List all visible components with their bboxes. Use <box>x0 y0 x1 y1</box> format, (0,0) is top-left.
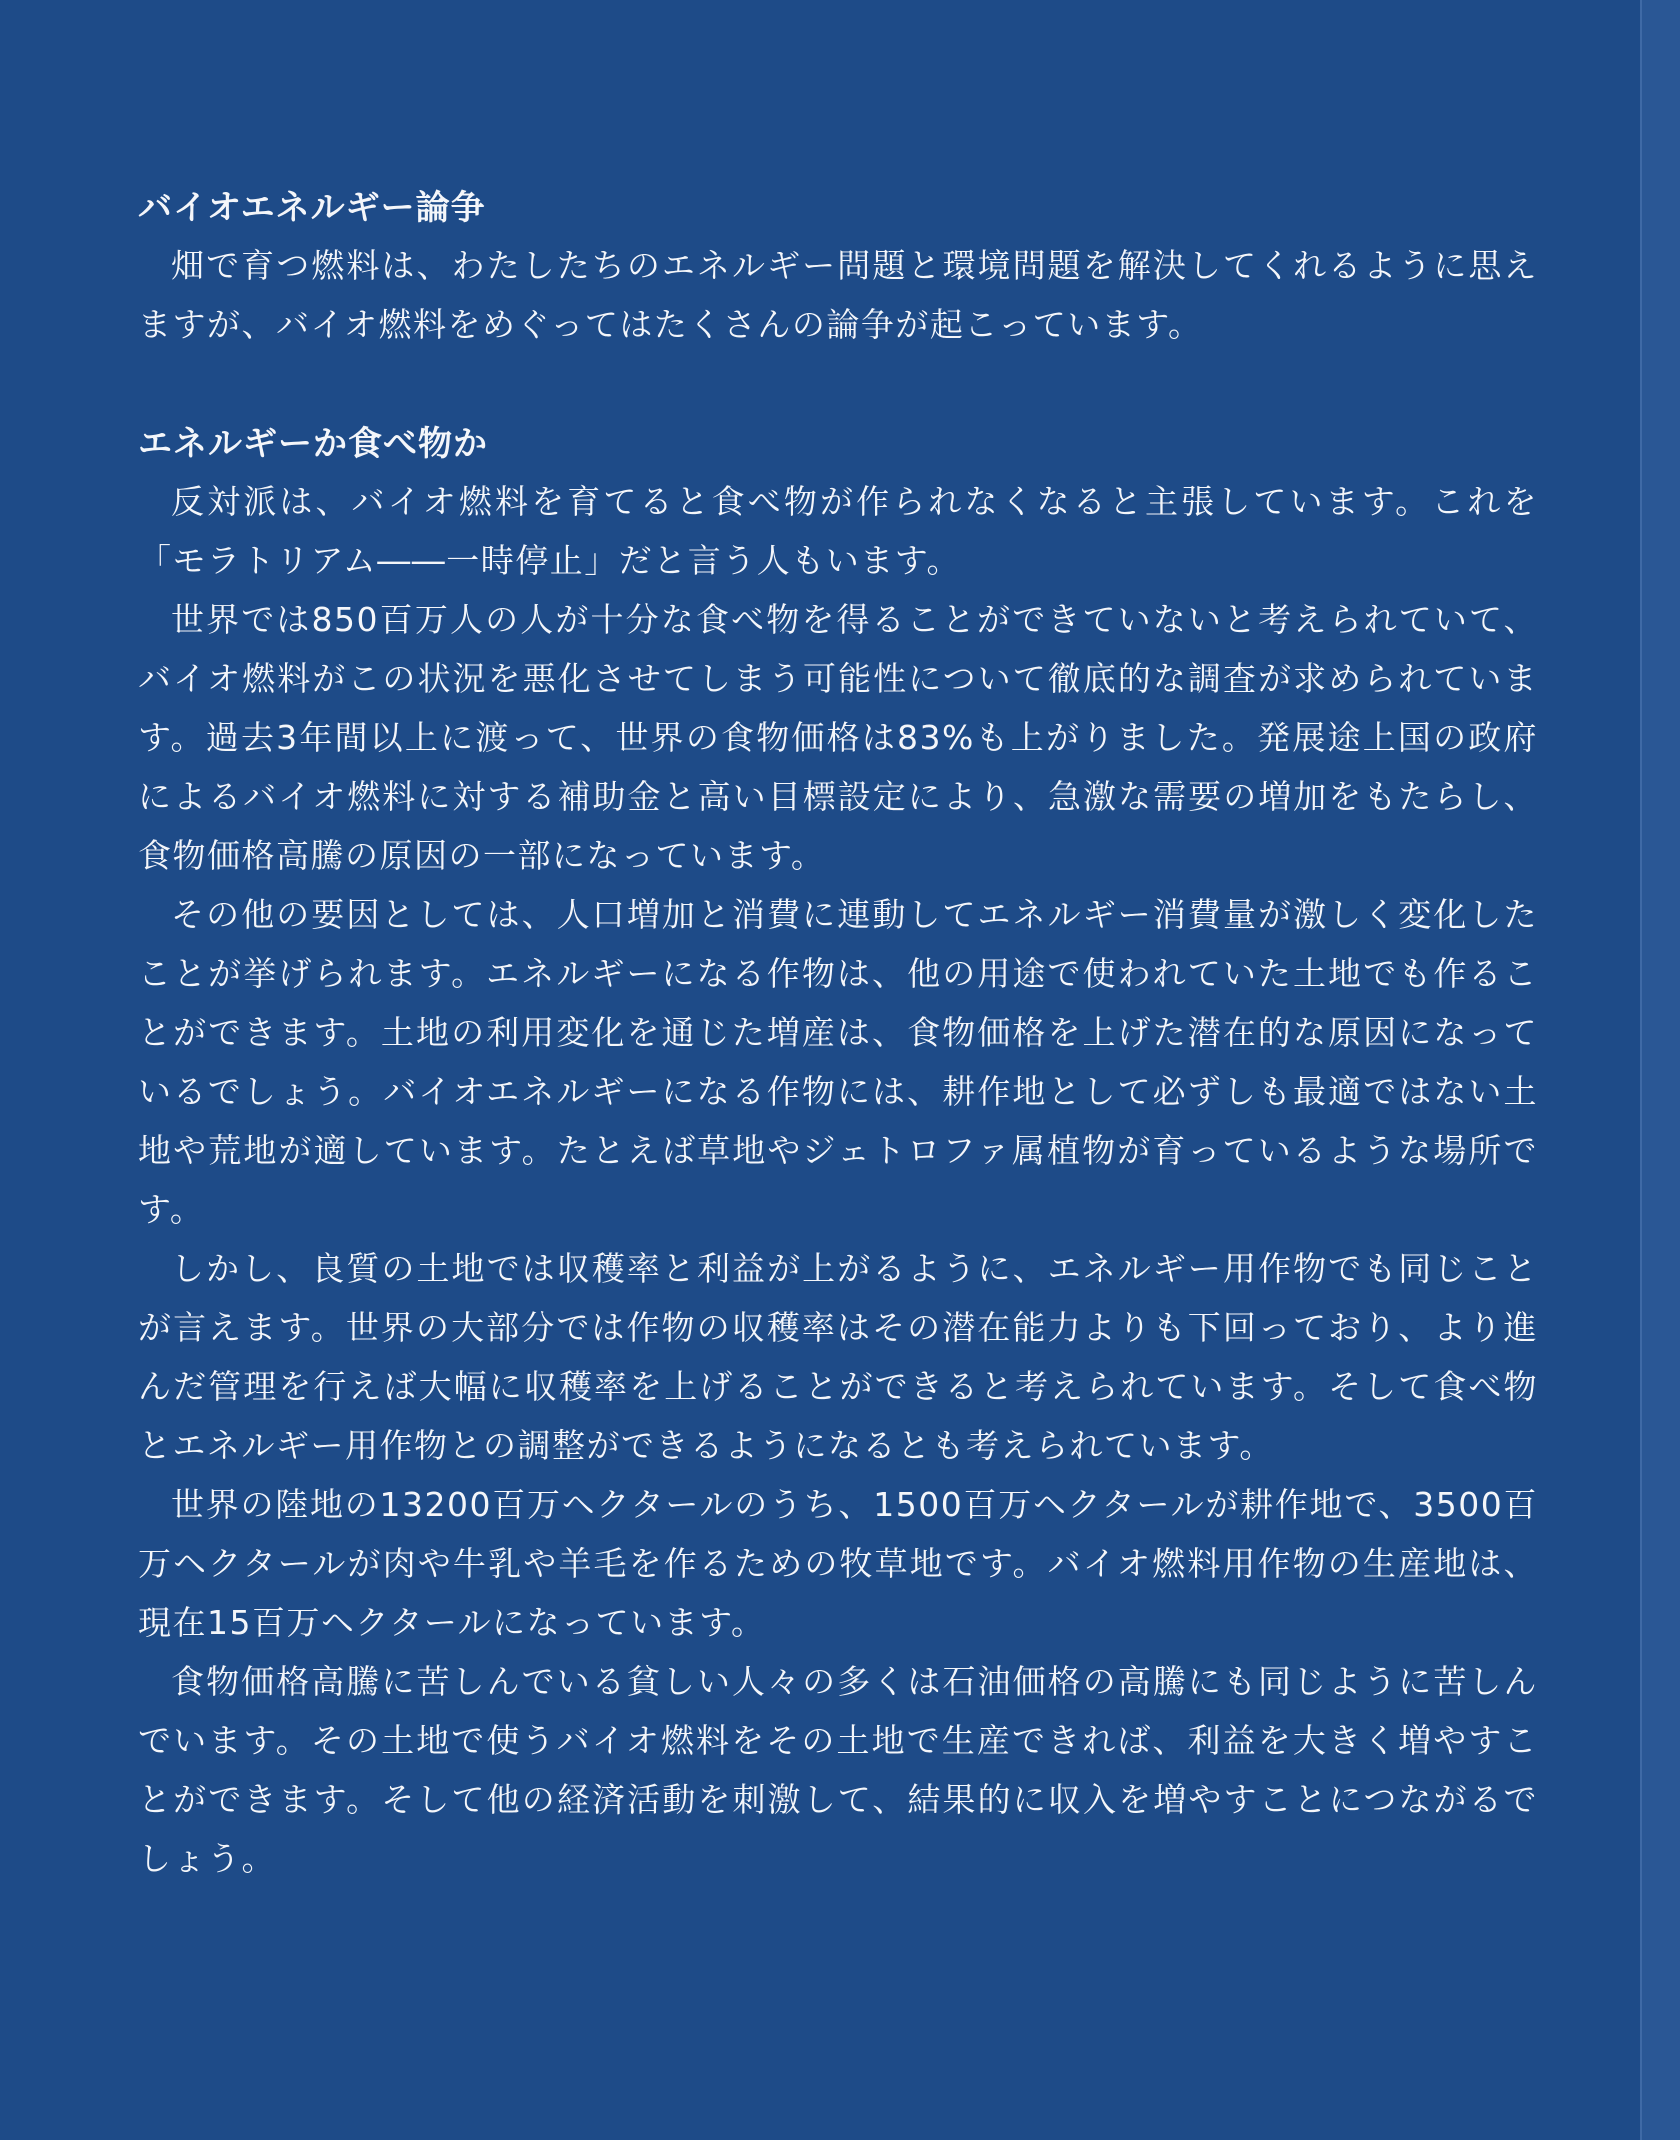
paragraph: その他の要因としては、人口増加と消費に連動してエネルギー消費量が激しく変化したことが挙げられます。エネルギーになる作物は、他の用途で使われていた土地でも作ることができます。土地の利用変化を通じた増産は、食物価格を上げた潜在的な原因になっているでしょう。バイオエネルギーになる作物には、耕作地として必ずしも最適ではない土地や荒地が適しています。たとえば草地やジェトロファ属植物が育っているような場所です。 <box>138 895 1539 1229</box>
paragraph: 世界の陸地の13200百万ヘクタールのうち、1500百万ヘクタールが耕作地で、3500百万ヘクタールが肉や牛乳や羊毛を作るための牧草地です。バイオ燃料用作物の生産地は、現在15百万ヘクタールになっています。 <box>138 1485 1538 1642</box>
section-heading: バイオエネルギー論争 <box>138 188 486 228</box>
paragraph: しかし、良質の土地では収穫率と利益が上がるように、エネルギー用作物でも同じことが言えます。世界の大部分では作物の収穫率はその潜在能力よりも下回っており、より進んだ管理を行えば大幅に収穫率を上げることができると考えられています。そして食べ物とエネルギー用作物との調整ができるようになるとも考えられています。 <box>138 1249 1538 1465</box>
paragraph: 反対派は、バイオ燃料を育てると食べ物が作られなくなると主張しています。これを「モラトリアム――一時停止」だと言う人もいます。 <box>138 482 1538 580</box>
article <box>138 180 1538 1888</box>
section-energy-or-food <box>138 416 1538 1888</box>
paragraph: 食物価格高騰に苦しんでいる貧しい人々の多くは石油価格の高騰にも同じように苦しんでいます。その土地で使うバイオ燃料をその土地で生産できれば、利益を大きく増やすことができます。そして他の経済活動を刺激して、結果的に収入を増やすことにつながるでしょう。 <box>138 1662 1539 1878</box>
section-heading: エネルギーか食べ物か <box>138 424 488 464</box>
page-edge <box>1640 0 1680 2140</box>
section-spacer <box>138 354 1538 416</box>
paragraph: 世界では850百万人の人が十分な食べ物を得ることができていないと考えられていて、バイオ燃料がこの状況を悪化させてしまう可能性について徹底的な調査が求められています。過去3年間以上に渡って、世界の食物価格は83%も上がりました。発展途上国の政府によるバイオ燃料に対する補助金と高い目標設定により、急激な需要の増加をもたらし、食物価格高騰の原因の一部になっています。 <box>138 600 1538 875</box>
section-bioenergy-debate <box>138 180 1538 354</box>
paragraph: 畑で育つ燃料は、わたしたちのエネルギー問題と環境問題を解決してくれるように思えますが、バイオ燃料をめぐってはたくさんの論争が起こっています。 <box>138 246 1539 344</box>
